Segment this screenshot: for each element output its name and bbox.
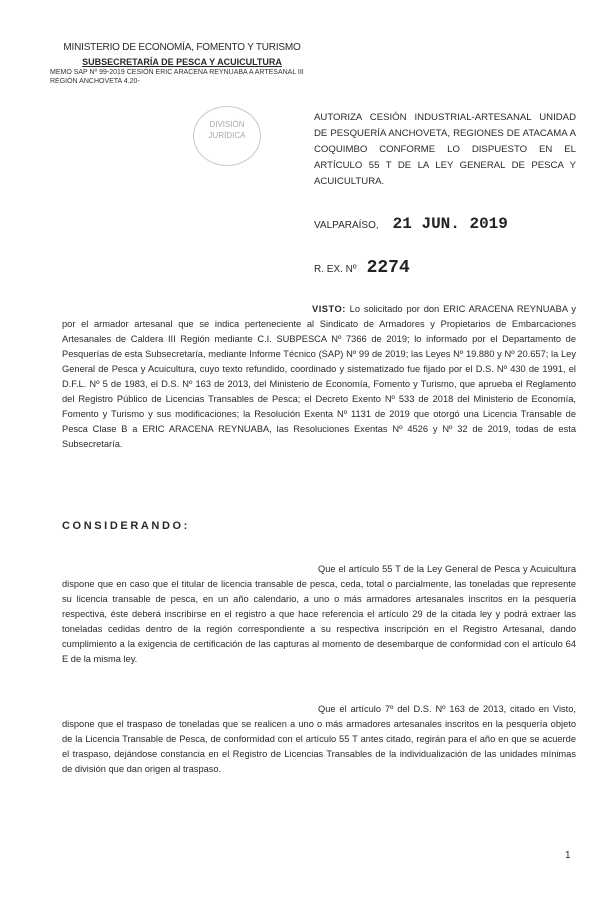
considerando-paragraph-2 xyxy=(62,702,576,777)
memo-line-1: MEMO SAP Nº 99-2019 CESIÓN ERIC ARACENA REYNUABA A ARTESANAL III xyxy=(50,69,304,76)
resolution-number: 2274 xyxy=(366,258,410,278)
considerando-text-2: Que el artículo 7º del D.S. Nº 163 de 2013, citado en Visto, dispone que el traspaso de toneladas que se realicen a uno o más armadores artesanales inscritos en la pesquería objeto de la Licencia Transable de Pesca, de conformidad con el artículo 55 T antes citado, regirán para el año en que se acuerde el traspaso, dejándose constancia en el Registro de Licencias Transables de la individualización de las unidades mínimas de división que dan origen al traspaso. xyxy=(62,704,576,774)
ministry-name: MINISTERIO DE ECONOMÍA, FOMENTO Y TURISMO xyxy=(63,42,301,53)
resolution-title: AUTORIZA CESIÓN INDUSTRIAL-ARTESANAL UNIDAD DE PESQUERÍA ANCHOVETA, REGIONES DE ATACAMA A COQUIMBO CONFORME LO DISPUESTO EN EL ARTÍCULO 55 T DE LA LEY GENERAL DE PESCA Y ACUICULTURA. xyxy=(314,112,576,187)
date-line xyxy=(314,215,508,233)
resolution-label: R. EX. Nº xyxy=(314,264,357,275)
memo-reference xyxy=(50,68,304,86)
visto-paragraph xyxy=(62,302,576,452)
memo-line-2: REGIÓN ANCHOVETA 4.20- xyxy=(50,78,140,85)
resolution-number-line xyxy=(314,258,410,278)
letterhead xyxy=(52,42,312,68)
considerando-heading: CONSIDERANDO: xyxy=(62,520,190,532)
considerando-paragraph-1 xyxy=(62,562,576,667)
subsecretaria-name: SUBSECRETARÍA DE PESCA Y ACUICULTURA xyxy=(82,57,282,67)
visto-text: Lo solicitado por don ERIC ARACENA REYNUABA y por el armador artesanal que se indica perteneciente al Sindicato de Armadores y Propietarios de Embarcaciones Artesanales de Caldera III Región mediante C.I. SUBPESCA Nº 7366 de 2019; lo informado por el Departamento de Pesquerías de esta Subsecretaría, mediante Informe Técnico (SAP) Nº 99 de 2019; las Leyes Nº 19.880 y Nº 20.657; la Ley General de Pesca y Acuicultura, cuyo texto refundido, coordinado y sistematizado fue fijado por el D.S. Nº 430 de 1991, el D.F.L. Nº 5 de 1983, el D.S. Nº 163 de 2013, del Ministerio de Economía, Fomento y Turismo, que aprueba el Reglamento del Registro Público de Licencias Transables de Pesca; el Decreto Exento Nº 533 de 2018 del Ministerio de Economía, Fomento y Turismo y sus modificaciones; la Resolución Exenta Nº 1131 de 2019 que otorgó una Licencia Transable de Pesca Clase B a ERIC ARACENA REYNUABA, las Resoluciones Exentas Nº 4526 y Nº 32 de 2019, todas de esta Subsecretaría. xyxy=(62,304,576,449)
visto-heading: VISTO: xyxy=(312,304,346,314)
date-stamp: 21 JUN. 2019 xyxy=(392,215,508,233)
stamp-line-1: DIVISIÓN xyxy=(209,120,245,129)
stamp-line-2: JURÍDICA xyxy=(208,131,246,140)
page-number: 1 xyxy=(565,850,571,861)
considerando-text-1: Que el artículo 55 T de la Ley General de Pesca y Acuicultura dispone que en caso que el titular de licencia transable de pesca, ceda, total o parcialmente, las toneladas que represente su licencia transable de pesca, en un año calendario, a uno o más armadores artesanales inscritos en la pesquería respectiva, éste deberá inscribirse en el registro a que hace referencia el artículo 29 de la citada ley y podrá extraer las toneladas cedidas dentro de la región correspondiente a su respectiva inscripción en el Registro Artesanal, dando cumplimiento a la exigencia de certificación de las capturas al momento de desembarque de conformidad con el artículo 64 E de la misma ley. xyxy=(62,564,576,664)
date-place: VALPARAÍSO, xyxy=(314,220,379,231)
division-stamp xyxy=(193,106,261,166)
